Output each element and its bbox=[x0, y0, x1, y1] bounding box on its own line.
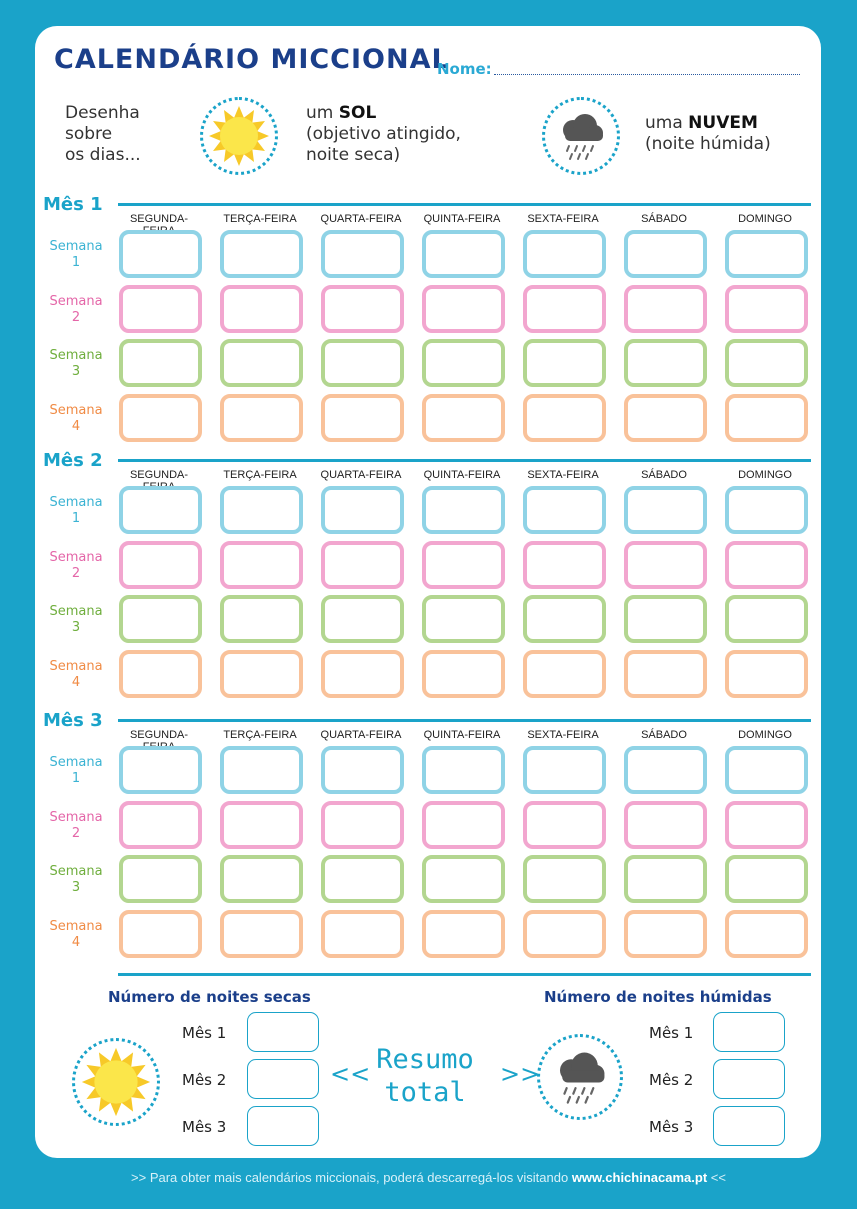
week-label bbox=[40, 659, 112, 691]
day-cell[interactable] bbox=[523, 855, 606, 903]
day-cell[interactable] bbox=[321, 910, 404, 958]
day-cell[interactable] bbox=[725, 541, 808, 589]
day-cell[interactable] bbox=[321, 339, 404, 387]
day-cell[interactable] bbox=[725, 595, 808, 643]
day-cell[interactable] bbox=[422, 486, 505, 534]
day-cell[interactable] bbox=[624, 595, 707, 643]
day-header: SÁBADO bbox=[641, 213, 687, 225]
day-cell[interactable] bbox=[321, 230, 404, 278]
rain-cloud-icon bbox=[542, 97, 620, 175]
footer-text: >> Para obter mais calendários miccionais, poderá descarregá-los visitando bbox=[131, 1170, 572, 1185]
day-cell[interactable] bbox=[321, 746, 404, 794]
wet-month-label: Mês 3 bbox=[649, 1118, 694, 1136]
day-header: SEGUNDA- bbox=[129, 729, 189, 741]
day-header: QUINTA-FEIRA bbox=[423, 469, 501, 481]
arrow-right: >> bbox=[500, 1060, 541, 1088]
arrow-left: << bbox=[330, 1060, 371, 1088]
rain-cloud-icon bbox=[537, 1034, 623, 1120]
week-number: 4 bbox=[71, 419, 81, 434]
week-label bbox=[40, 604, 112, 636]
day-header: QUARTA-FEIRA bbox=[320, 469, 402, 481]
day-cell[interactable] bbox=[220, 285, 303, 333]
day-cell[interactable] bbox=[624, 230, 707, 278]
week-number: 1 bbox=[71, 511, 81, 526]
day-cell[interactable] bbox=[624, 285, 707, 333]
week-number: 3 bbox=[71, 620, 81, 635]
wet-count-box[interactable] bbox=[713, 1012, 785, 1052]
day-cell[interactable] bbox=[321, 541, 404, 589]
day-cell[interactable] bbox=[523, 394, 606, 442]
day-cell[interactable] bbox=[624, 394, 707, 442]
sun-icon bbox=[72, 1038, 160, 1126]
week-label bbox=[40, 810, 112, 842]
week-label bbox=[40, 348, 112, 380]
day-cell[interactable] bbox=[220, 541, 303, 589]
day-cell[interactable] bbox=[422, 855, 505, 903]
week-number: 3 bbox=[71, 364, 81, 379]
day-header: SEXTA-FEIRA bbox=[527, 729, 599, 741]
day-cell[interactable] bbox=[624, 541, 707, 589]
month-title: Mês 1 bbox=[43, 194, 103, 215]
page-title: CALENDÁRIO MICCIONAL bbox=[54, 44, 450, 75]
dry-count-box[interactable] bbox=[247, 1106, 319, 1146]
day-cell[interactable] bbox=[220, 486, 303, 534]
week-word: Semana bbox=[49, 239, 103, 254]
day-header: SEGUNDA- bbox=[129, 469, 189, 481]
week-word: Semana bbox=[49, 919, 103, 934]
week-number: 2 bbox=[71, 826, 81, 841]
day-cell[interactable] bbox=[422, 746, 505, 794]
week-word: Semana bbox=[49, 864, 103, 879]
resumo-total bbox=[360, 1043, 490, 1109]
day-cell[interactable] bbox=[725, 339, 808, 387]
week-word: Semana bbox=[49, 659, 103, 674]
day-cell[interactable] bbox=[119, 746, 202, 794]
legend-intro bbox=[65, 103, 141, 166]
day-cell[interactable] bbox=[422, 230, 505, 278]
summary-divider bbox=[118, 973, 811, 976]
legend-intro-line: sobre bbox=[65, 124, 113, 144]
day-cell[interactable] bbox=[321, 801, 404, 849]
week-word: Semana bbox=[49, 550, 103, 565]
week-number: 4 bbox=[71, 675, 81, 690]
day-cell[interactable] bbox=[725, 801, 808, 849]
dry-month-label: Mês 1 bbox=[182, 1024, 227, 1042]
day-cell[interactable] bbox=[321, 285, 404, 333]
week-label bbox=[40, 495, 112, 527]
day-cell[interactable] bbox=[422, 541, 505, 589]
day-cell[interactable] bbox=[523, 595, 606, 643]
day-cell[interactable] bbox=[422, 339, 505, 387]
day-cell[interactable] bbox=[523, 541, 606, 589]
day-cell[interactable] bbox=[523, 486, 606, 534]
day-cell[interactable] bbox=[624, 486, 707, 534]
week-number: 4 bbox=[71, 935, 81, 950]
day-cell[interactable] bbox=[523, 230, 606, 278]
day-cell[interactable] bbox=[523, 339, 606, 387]
day-cell[interactable] bbox=[523, 285, 606, 333]
day-cell[interactable] bbox=[119, 801, 202, 849]
day-cell[interactable] bbox=[725, 486, 808, 534]
day-cell[interactable] bbox=[321, 394, 404, 442]
legend-sun-desc: (objetivo atingido, bbox=[306, 124, 461, 144]
day-cell[interactable] bbox=[523, 801, 606, 849]
day-cell[interactable] bbox=[220, 910, 303, 958]
day-cell[interactable] bbox=[220, 801, 303, 849]
week-word: Semana bbox=[49, 495, 103, 510]
day-header: QUARTA-FEIRA bbox=[320, 729, 402, 741]
dry-nights-title: Número de noites secas bbox=[108, 988, 311, 1006]
legend-cloud-prefix: uma bbox=[645, 113, 689, 133]
day-header: QUARTA-FEIRA bbox=[320, 213, 402, 225]
dry-count-box[interactable] bbox=[247, 1059, 319, 1099]
day-cell[interactable] bbox=[119, 339, 202, 387]
week-label bbox=[40, 403, 112, 435]
day-cell[interactable] bbox=[321, 486, 404, 534]
sun-icon bbox=[200, 97, 278, 175]
day-cell[interactable] bbox=[725, 230, 808, 278]
legend-sun-prefix: um bbox=[306, 103, 339, 123]
footer-link[interactable]: www.chichinacama.pt bbox=[571, 1170, 708, 1185]
day-cell[interactable] bbox=[422, 650, 505, 698]
legend-intro-line: Desenha bbox=[65, 103, 140, 123]
month-divider bbox=[118, 719, 811, 722]
day-cell[interactable] bbox=[119, 855, 202, 903]
week-label bbox=[40, 239, 112, 271]
week-number: 2 bbox=[71, 566, 81, 581]
week-word: Semana bbox=[49, 348, 103, 363]
day-header: QUINTA-FEIRA bbox=[423, 213, 501, 225]
week-word: Semana bbox=[49, 755, 103, 770]
month-divider bbox=[118, 459, 811, 462]
legend-sun-desc: noite seca) bbox=[306, 145, 401, 165]
footer-tail: << bbox=[707, 1170, 726, 1185]
week-label bbox=[40, 294, 112, 326]
day-header: DOMINGO bbox=[738, 213, 792, 225]
day-header: DOMINGO bbox=[738, 469, 792, 481]
month-title: Mês 2 bbox=[43, 450, 103, 471]
resumo-line: Resumo bbox=[376, 1044, 474, 1075]
day-cell[interactable] bbox=[422, 285, 505, 333]
dry-month-label: Mês 3 bbox=[182, 1118, 227, 1136]
day-cell[interactable] bbox=[119, 394, 202, 442]
week-word: Semana bbox=[49, 810, 103, 825]
day-cell[interactable] bbox=[523, 910, 606, 958]
day-cell[interactable] bbox=[624, 650, 707, 698]
dry-month-label: Mês 2 bbox=[182, 1071, 227, 1089]
week-word: Semana bbox=[49, 294, 103, 309]
day-cell[interactable] bbox=[119, 285, 202, 333]
week-label bbox=[40, 550, 112, 582]
legend-cloud-word: NUVEM bbox=[688, 113, 758, 133]
day-cell[interactable] bbox=[220, 650, 303, 698]
legend-sun bbox=[306, 103, 461, 166]
day-header: TERÇA-FEIRA bbox=[223, 729, 297, 741]
week-label bbox=[40, 919, 112, 951]
day-cell[interactable] bbox=[220, 855, 303, 903]
legend-sun-word: SOL bbox=[338, 103, 377, 123]
day-header: TERÇA-FEIRA bbox=[223, 469, 297, 481]
day-header: DOMINGO bbox=[738, 729, 792, 741]
day-cell[interactable] bbox=[725, 650, 808, 698]
legend-cloud bbox=[645, 113, 771, 155]
name-field[interactable] bbox=[494, 74, 800, 75]
legend-intro-line: os dias... bbox=[65, 145, 141, 165]
day-cell[interactable] bbox=[119, 595, 202, 643]
wet-month-label: Mês 1 bbox=[649, 1024, 694, 1042]
day-cell[interactable] bbox=[321, 855, 404, 903]
footer bbox=[0, 1170, 857, 1185]
day-cell[interactable] bbox=[422, 910, 505, 958]
day-cell[interactable] bbox=[624, 910, 707, 958]
day-cell[interactable] bbox=[422, 394, 505, 442]
week-number: 1 bbox=[71, 255, 81, 270]
day-header: SEXTA-FEIRA bbox=[527, 213, 599, 225]
day-cell[interactable] bbox=[725, 855, 808, 903]
day-cell[interactable] bbox=[422, 801, 505, 849]
day-cell[interactable] bbox=[321, 650, 404, 698]
day-cell[interactable] bbox=[725, 910, 808, 958]
day-header: SÁBADO bbox=[641, 729, 687, 741]
day-cell[interactable] bbox=[220, 746, 303, 794]
day-cell[interactable] bbox=[119, 910, 202, 958]
resumo-line: total bbox=[384, 1077, 466, 1108]
day-cell[interactable] bbox=[624, 746, 707, 794]
day-cell[interactable] bbox=[422, 595, 505, 643]
month-divider bbox=[118, 203, 811, 206]
month-title: Mês 3 bbox=[43, 710, 103, 731]
week-number: 2 bbox=[71, 310, 81, 325]
day-cell[interactable] bbox=[220, 339, 303, 387]
day-header: SÁBADO bbox=[641, 469, 687, 481]
day-cell[interactable] bbox=[220, 230, 303, 278]
week-word: Semana bbox=[49, 403, 103, 418]
week-label bbox=[40, 755, 112, 787]
week-number: 3 bbox=[71, 880, 81, 895]
day-cell[interactable] bbox=[624, 339, 707, 387]
wet-month-label: Mês 2 bbox=[649, 1071, 694, 1089]
day-cell[interactable] bbox=[119, 650, 202, 698]
wet-count-box[interactable] bbox=[713, 1106, 785, 1146]
day-cell[interactable] bbox=[725, 394, 808, 442]
wet-nights-title: Número de noites húmidas bbox=[544, 988, 772, 1006]
day-cell[interactable] bbox=[119, 541, 202, 589]
day-cell[interactable] bbox=[725, 746, 808, 794]
wet-count-box[interactable] bbox=[713, 1059, 785, 1099]
day-cell[interactable] bbox=[321, 595, 404, 643]
week-label bbox=[40, 864, 112, 896]
day-cell[interactable] bbox=[220, 394, 303, 442]
week-word: Semana bbox=[49, 604, 103, 619]
day-cell[interactable] bbox=[220, 595, 303, 643]
day-header: SEGUNDA- bbox=[129, 213, 189, 225]
day-cell[interactable] bbox=[119, 230, 202, 278]
day-header: TERÇA-FEIRA bbox=[223, 213, 297, 225]
day-cell[interactable] bbox=[523, 746, 606, 794]
day-cell[interactable] bbox=[523, 650, 606, 698]
day-header: SEXTA-FEIRA bbox=[527, 469, 599, 481]
day-header: QUINTA-FEIRA bbox=[423, 729, 501, 741]
day-cell[interactable] bbox=[624, 855, 707, 903]
dry-count-box[interactable] bbox=[247, 1012, 319, 1052]
day-cell[interactable] bbox=[725, 285, 808, 333]
legend-cloud-desc: (noite húmida) bbox=[645, 134, 771, 154]
day-cell[interactable] bbox=[119, 486, 202, 534]
name-label: Nome: bbox=[437, 60, 492, 78]
week-number: 1 bbox=[71, 771, 81, 786]
day-cell[interactable] bbox=[624, 801, 707, 849]
